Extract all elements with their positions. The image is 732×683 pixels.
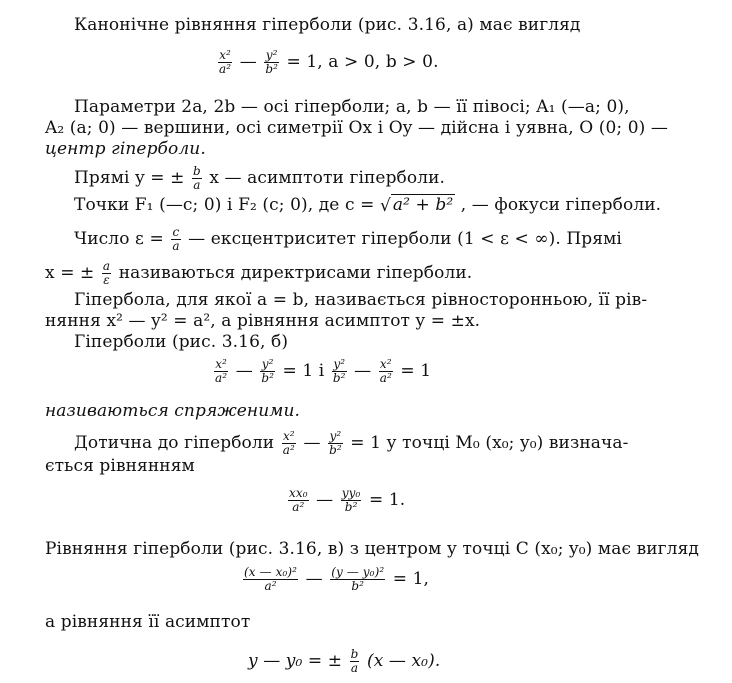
paragraph-parameters-line2: A₂ (a; 0) — вершини, осі симетрії Ox і Oy — дійсна і уявна, O (0; 0) — [45,118,668,138]
paragraph-tangent: Дотична до гіперболи $\frac{\text{x²}}{\text{a²}}$ — $\frac{\text{y²}}{\text{b²}}$ = 1 у точці M₀ (x₀; y₀) визнача- [74,429,629,457]
fraction-y2-b2: $\frac{\text{y²}}{\text{b²}}$ [265,48,279,76]
fraction-c-a: $\frac{c}{a}$ [172,225,180,253]
paragraph-tangent-line2: ється рівнянням [45,456,195,476]
paragraph-parameters-line3: центр гіперболи. [45,139,206,159]
paragraph-shifted-asymptotes: а рівняння її асимптот [45,612,251,632]
fraction-b-a: $\frac{b}{a}$ [193,164,201,192]
fraction-x2-a2: $\frac{\text{x²}}{\text{a²}}$ [219,48,232,76]
equation-shifted: $\frac{\text{(x — x₀)²}}{\text{a²}}$ — $\frac{\text{(y — y₀)²}}{\text{b²}}$ = 1, [244,565,430,593]
equation-shifted-asymptotes: y — y₀ = ± $\frac{b}{a}$ (x — x₀). [248,647,441,675]
paragraph-parameters-line1: Параметри 2a, 2b — осі гіперболи; a, b — її півосі; A₁ (—a; 0), [74,97,630,117]
paragraph-conjugate-named: називаються спряженими. [45,401,300,421]
paragraph-canonical-intro: Канонічне рівняння гіперболи (рис. 3.16, а) має вигляд [74,15,581,35]
paragraph-directrices: x = ± $\frac{a}{\varepsilon}$ називаються директрисами гіперболи. [45,259,473,287]
paragraph-equilateral-line1: Гіпербола, для якої a = b, називається рівносторонньою, її рів- [74,290,648,310]
equation-canonical: $\frac{\text{x²}}{\text{a²}}$ — $\frac{\text{y²}}{\text{b²}}$ = 1, a > 0, b > 0. [219,48,439,76]
equation-tangent: $\frac{\text{xx₀}}{\text{a²}}$ — $\frac{\text{yy₀}}{\text{b²}}$ = 1. [289,486,406,514]
paragraph-conjugate-intro: Гіперболи (рис. 3.16, б) [74,332,289,352]
paragraph-shifted-hyperbola: Рівняння гіперболи (рис. 3.16, в) з центром у точці C (x₀; y₀) має вигляд [45,539,699,559]
fraction-a-eps: $\frac{a}{\varepsilon}$ [102,259,111,287]
paragraph-equilateral-line2: няння x² — y² = a², а рівняння асимптот y = ±x. [45,311,481,331]
equation-conjugate: $\frac{\text{x²}}{\text{a²}}$ — $\frac{\text{y²}}{\text{b²}}$ = 1 і $\frac{\text{y²}}{\text{b²}}$ — $\frac{\text{x²}}{\text{a²}}$ = 1 [215,357,432,385]
paragraph-foci: Точки F₁ (—c; 0) і F₂ (c; 0), де c = √ a² + b² , — фокуси гіперболи. [74,195,662,216]
paragraph-asymptotes: Прямі y = ± $\frac{b}{a}$ x — асимптоти гіперболи. [74,164,446,192]
paragraph-eccentricity: Число ε = $\frac{c}{a}$ — ексцентриситет гіперболи (1 < ε < ∞). Прямі [74,225,622,253]
